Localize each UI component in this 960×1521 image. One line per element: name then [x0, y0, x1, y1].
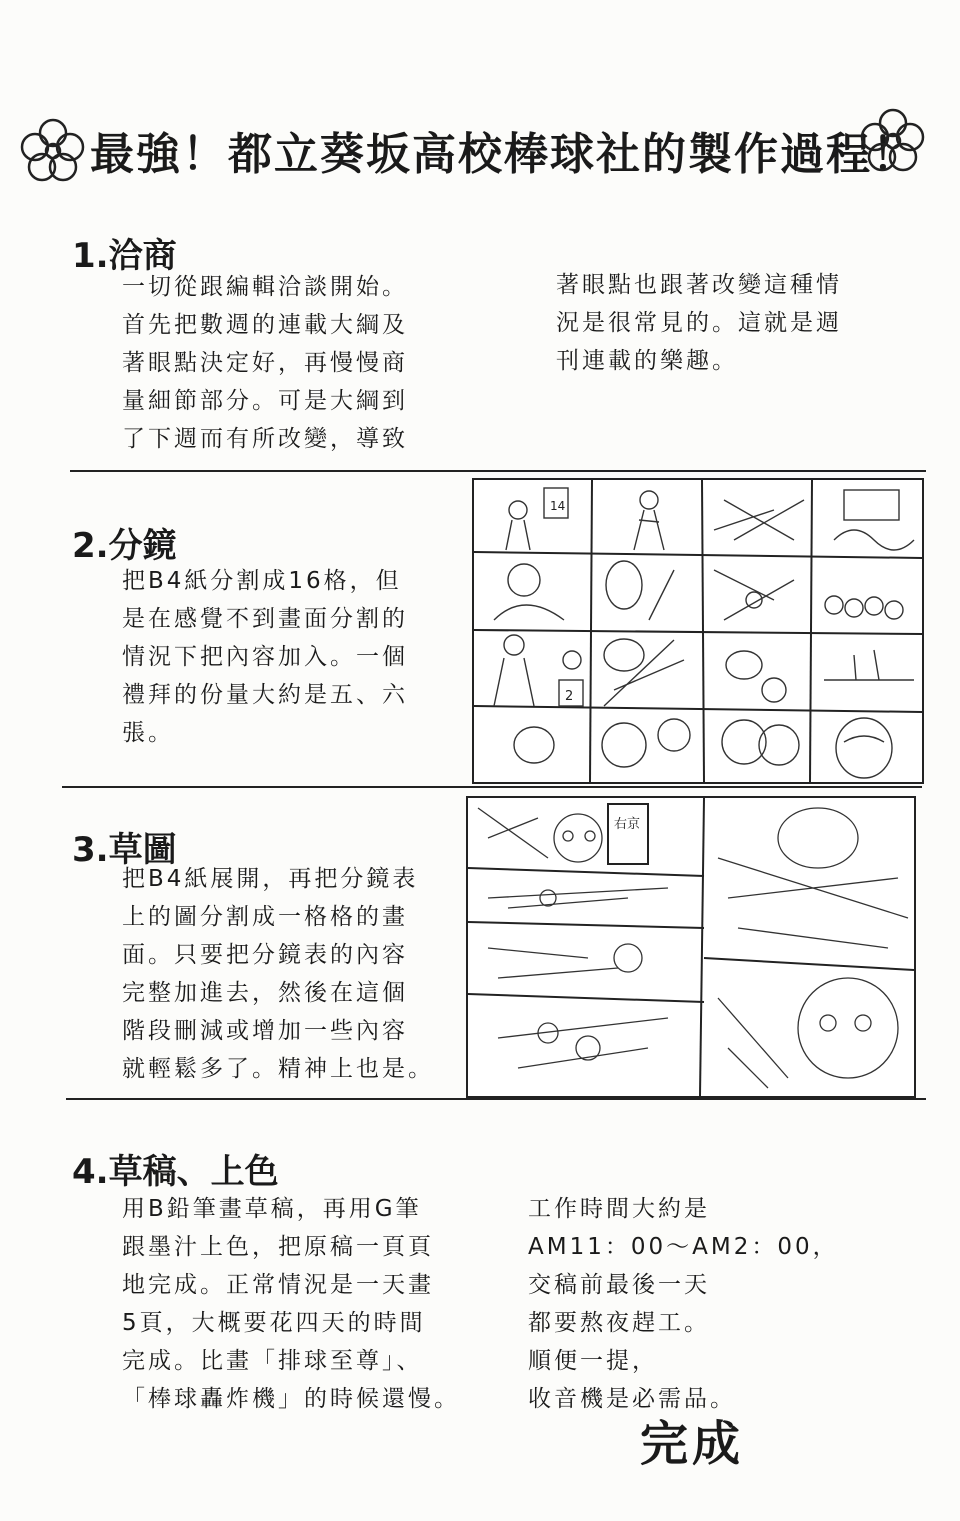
finish-label: 完成 — [640, 1416, 745, 1472]
section-3-text: 把B4紙展開，再把分鏡表 上的圖分割成一格格的畫 面。只要把分鏡表的內容 完整加進去，然後在這個 階段刪減或增加一些內容 就輕鬆多了。精神上也是。 — [122, 866, 434, 1082]
rough-layout-illustration — [468, 798, 914, 1096]
section-1-text-col2: 著眼點也跟著改變這種情 況是很常見的。這就是週 刊連載的樂趣。 — [556, 272, 842, 374]
storyboard-grid-illustration — [474, 480, 922, 782]
section-4-heading: 4.草稿、上色 — [72, 1152, 279, 1192]
divider-2 — [62, 786, 922, 788]
rough-side-label: 右京 — [614, 817, 641, 832]
section-2-heading: 2.分鏡 — [72, 526, 177, 566]
storyboard-panel-number: 14 — [550, 499, 566, 513]
section-3-heading: 3.草圖 — [72, 830, 177, 870]
section-4-text-col2: 工作時間大約是 AM11：00～AM2：00， 交稿前最後一天 都要熬夜趕工。 順便一提， 收音機是必需品。 — [528, 1196, 839, 1412]
divider-3 — [66, 1098, 926, 1100]
section-1-text-col1: 一切從跟編輯洽談開始。 首先把數週的連載大綱及 著眼點決定好，再慢慢商 量細節部分。可是大綱到 了下週而有所改變，導致 — [122, 274, 408, 452]
flower-left-icon — [18, 115, 88, 185]
section-1-heading: 1.洽商 — [72, 236, 177, 276]
section-4-text-col1: 用B鉛筆畫草稿，再用G筆 跟墨汁上色，把原稿一頁頁 地完成。正常情況是一天畫 5頁，大概要花四天的時間 完成。比畫「排球至尊」、 「棒球轟炸機」的時候還慢。 — [122, 1196, 460, 1412]
storyboard-jersey-number: 2 — [565, 689, 574, 704]
rough-layout-sketch — [466, 796, 916, 1098]
page-title: 最強！都立葵坂高校棒球社的製作過程！ — [90, 129, 918, 180]
section-2-text: 把B4紙分割成16格，但 是在感覺不到畫面分割的 情況下把內容加入。一個 禮拜的份量大約是五、六 張。 — [122, 568, 408, 746]
divider-1 — [70, 470, 926, 472]
storyboard-sketch — [472, 478, 924, 784]
flower-right-icon — [858, 105, 928, 175]
